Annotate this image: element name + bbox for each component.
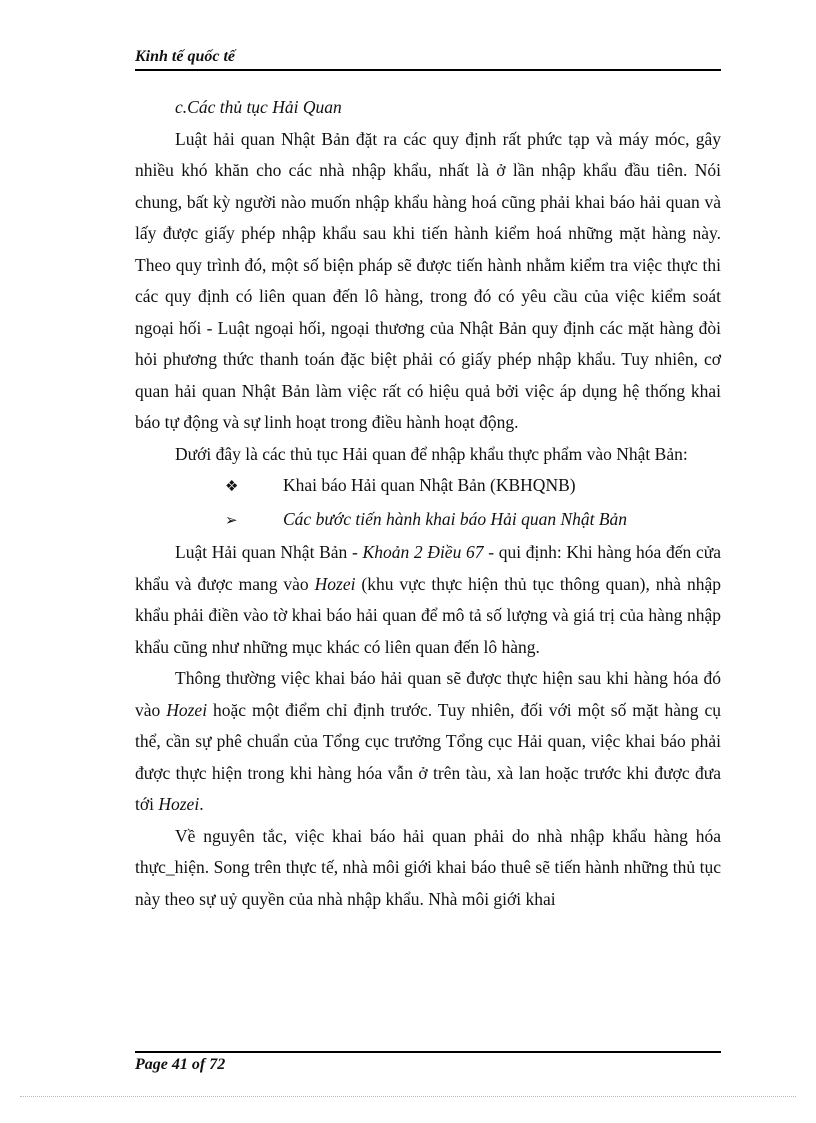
page-edge-dotted-line (20, 1096, 796, 1097)
arrow-bullet-icon: ➢ (225, 512, 238, 529)
term-hozei: Hozei (314, 573, 356, 594)
paragraph-brokers: Về nguyên tắc, việc khai báo hải quan phải do nhà nhập khẩu hàng hóa thực_hiện. Song trên thực tế, nhà môi giới khai báo thuê sẽ tiến hành những thủ tục này theo sự uỷ quyền của nhà nhập khẩu. Nhà môi giới khai (135, 825, 721, 909)
section-heading: c.Các thủ tục Hải Quan (175, 97, 342, 117)
bullet-text: Khai báo Hải quan Nhật Bản (KBHQNB) (283, 475, 576, 495)
paragraph-customs-law: Luật hải quan Nhật Bản đặt ra các quy định rất phức tạp và máy móc, gây nhiều khó khăn cho các nhà nhập khẩu, nhất là ở lần nhập khẩu đầu tiên. Nói chung, bất kỳ người nào muốn nhập khẩu hàng hoá cũng phải khai báo hải quan và lấy được giấy phép nhập khẩu sau khi tiến hành kiểm hoá những mặt hàng này. Theo quy trình đó, một số biện pháp sẽ được tiến hành nhằm kiểm tra việc thực thi các quy định có liên quan đến lô hàng, trong đó có yêu cầu của việc kiểm soát ngoại hối - Luật ngoại hối, ngoại thương của Nhật Bản quy định các mặt hàng đòi hỏi phương thức thanh toán đặc biệt phải có giấy phép nhập khẩu. Tuy nhiên, cơ quan hải quan Nhật Bản làm việc rất có hiệu quả bởi việc áp dụng hệ thống khai báo tự động và sự linh hoạt trong điều hành hoạt động. (135, 128, 721, 432)
term-hozei: Hozei (166, 699, 208, 720)
text-run: (khu vực thực hiện thủ tục thông quan), nhà nhập khẩu phải điền vào tờ khai báo hải quan để mô tả số lượng và giá trị của hàng nhập khẩu cũng như những mục khác có liên quan đến lô hàng. (135, 573, 721, 657)
bullet-item-steps (135, 504, 721, 538)
paragraph-declaration-timing (135, 663, 721, 821)
page-number: Page 41 of 72 (135, 1056, 226, 1073)
footer-divider (135, 1051, 721, 1053)
diamond-bullet-icon: ❖ (225, 479, 239, 495)
text-run: Thông thường việc khai báo hải quan sẽ được thực hiện sau khi hàng hóa đó vào (135, 668, 721, 720)
paragraph-intro-procedures: Dưới đây là các thủ tục Hải quan để nhập khẩu thực phẩm vào Nhật Bản: (175, 443, 688, 464)
bullet-item-declaration (135, 470, 721, 504)
header-divider (135, 69, 721, 71)
term-hozei: Hozei (158, 794, 200, 814)
text-run: . (199, 794, 204, 814)
text-run: - qui định: Khi hàng hóa đến cửa khẩu và được mang vào (135, 542, 721, 594)
text-run: Luật Hải quan Nhật Bản - (175, 542, 363, 562)
law-reference: Khoản 2 Điều 67 (362, 542, 484, 562)
bullet-text: Các bước tiến hành khai báo Hải quan Nhật Bản (283, 508, 628, 529)
running-header: Kinh tế quốc tế (135, 48, 236, 65)
page-body (135, 92, 721, 915)
text-run: hoặc một điểm chỉ định trước. Tuy nhiên, đối với một số mặt hàng cụ thể, cần sự phê chuẩn của Tổng cục trưởng Tổng cục Hải quan, việc khai báo phải được thực hiện trong khi hàng hóa vẫn ở trên tàu, xà lan hoặc trước khi được đưa tới (135, 699, 721, 814)
paragraph-article-67 (135, 537, 721, 663)
